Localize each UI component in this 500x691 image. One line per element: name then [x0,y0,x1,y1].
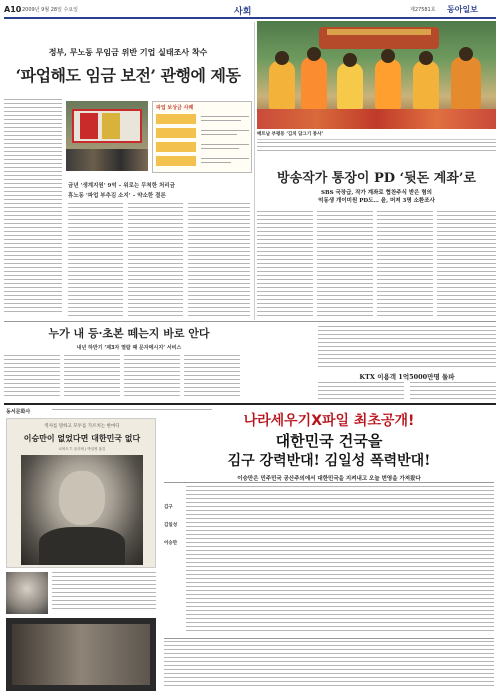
article-subhead-3: 내년 하반기 ‘제3자 열람 때 문자메시지’ 서비스 [76,345,182,351]
section-title: 사회 [234,7,252,17]
subhead-2: 휴노동 ‘파업 부추김 소지’ – 약소한 결론 [68,193,166,199]
issue-number: 제27581호 [410,7,436,13]
table-title: 파업 보상금 사례 [156,105,194,111]
article-broadcast-writer [257,21,496,319]
article-strike-wage [4,21,252,319]
paper-logo: 동아일보 [447,5,478,14]
ad-headline-2: 김구 강력반대! 김일성 폭력반대! [227,453,431,469]
article-document-alert [4,325,314,400]
protest-photo [66,101,148,171]
article-headline-4: KTX 이용객 1억5000만명 돌파 [359,373,455,381]
book-advertisement [4,406,496,691]
book-author: 로버트 T. 올리버 | 박일영 옮김 [58,447,106,451]
ad-label-3: 이승만 [164,541,178,546]
book-cover [6,418,156,568]
subhead-1: 금년 ‘생계지원’ 9억 – 위로는 무척한 처리금 [68,183,175,189]
article-headline: ‘파업해도 임금 보전’ 관행에 제동 [15,66,241,85]
article-subhead-2: SBS 국장급, 작가 계좌로 협찬주식 받은 혐의 억동생 개이미원 PD도… 윤, 머져 3명 소환조사 [318,190,435,204]
photo-caption [257,132,496,138]
ad-headline-1: 대한민국 건국을 [275,432,383,450]
book-top-line: 역사를 말하고 모두를 가르치는 한마디 [44,424,120,429]
portrait-photo [21,455,143,565]
photo-caption-title: 베트남 부평동 ‘김치 담그기 봉사’ [257,132,324,137]
kimchi-volunteer-photo [257,21,496,129]
publisher-logo: 동서문화사 [6,409,31,415]
issue-date: 2009년 9월 28일 수요일 [22,7,79,13]
article-headline-2: 방송작가 통장이 PD ‘뒷돈 계좌’로 [277,171,476,186]
ad-label-1: 김구 [164,505,173,510]
strike-compensation-table [152,101,252,173]
article-kicker: 정부, 무노동 무임금 위반 기업 실태조사 착수 [48,47,208,57]
ad-tagline: 이승만은 민주민국 공산주의에서 대한민국을 지켜내고 오늘 번영을 가져왔다 [237,476,421,482]
ad-label-2: 김일성 [164,523,178,528]
article-headline-3: 누가 내 등·초본 떼는지 바로 안다 [48,327,210,340]
author-photo [6,572,48,614]
book-3d [6,618,156,691]
article-ktx [318,372,496,402]
page-number: A10 [4,5,22,14]
ad-red-line: 나라세우기X파일 최초공개! [243,413,415,429]
book-title: 이승만이 없었다면 대한민국 없다 [23,433,141,443]
page-header [0,0,500,17]
ad-contents [164,486,494,636]
